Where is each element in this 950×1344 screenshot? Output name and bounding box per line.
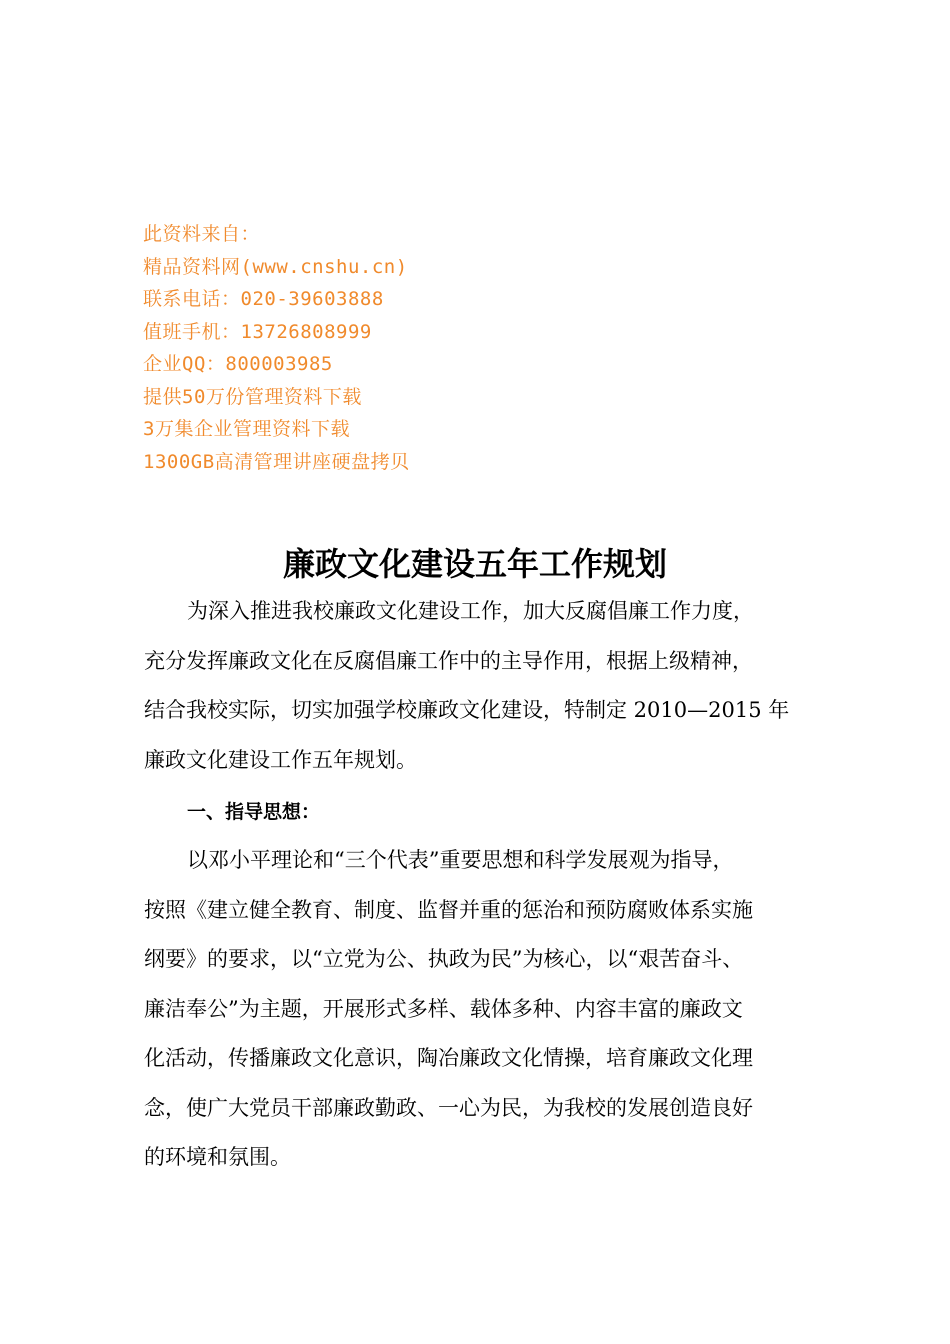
paragraph-line: 按照《建立健全教育、制度、监督并重的惩治和预防腐败体系实施 xyxy=(144,897,753,922)
source-line: 3万集企业管理资料下载 xyxy=(143,418,350,440)
source-line: 值班手机：13726808999 xyxy=(143,320,372,343)
source-line: 精品资料网(www.cnshu.cn) xyxy=(143,255,408,278)
paragraph-line: 的环境和氛围。 xyxy=(144,1145,291,1169)
source-info-block xyxy=(143,218,743,478)
section-heading: 一、指导思想： xyxy=(187,801,321,823)
source-line: 1300GB高清管理讲座硬盘拷贝 xyxy=(143,450,410,473)
paragraph-line: 纲要》的要求，以“立党为公、执政为民”为核心，以“艰苦奋斗、 xyxy=(144,947,744,971)
paragraph-line: 结合我校实际，切实加强学校廉政文化建设，特制定 2010—2015 年 xyxy=(144,698,790,722)
intro-paragraph xyxy=(144,587,834,785)
source-line: 企业QQ：800003985 xyxy=(143,353,333,375)
paragraph-line: 廉洁奉公”为主题，开展形式多样、载体多种、内容丰富的廉政文 xyxy=(144,996,743,1021)
guiding-principle-paragraph xyxy=(144,836,834,1183)
paragraph-line: 廉政文化建设工作五年规划。 xyxy=(144,747,417,772)
paragraph-line: 为深入推进我校廉政文化建设工作，加大反腐倡廉工作力度， xyxy=(187,599,754,623)
source-line: 提供50万份管理资料下载 xyxy=(143,385,362,408)
source-line: 联系电话：020-39603888 xyxy=(143,288,384,310)
paragraph-line: 以邓小平理论和“三个代表”重要思想和科学发展观为指导， xyxy=(187,848,734,872)
source-line: 此资料来自： xyxy=(143,223,261,245)
paragraph-line: 化活动，传播廉政文化意识，陶冶廉政文化情操，培育廉政文化理 xyxy=(144,1046,753,1070)
paragraph-line: 充分发挥廉政文化在反腐倡廉工作中的主导作用，根据上级精神， xyxy=(144,648,753,673)
paragraph-line: 念，使广大党员干部廉政勤政、一心为民，为我校的发展创造良好 xyxy=(144,1095,753,1120)
document-title: 廉政文化建设五年工作规划 xyxy=(282,545,667,583)
